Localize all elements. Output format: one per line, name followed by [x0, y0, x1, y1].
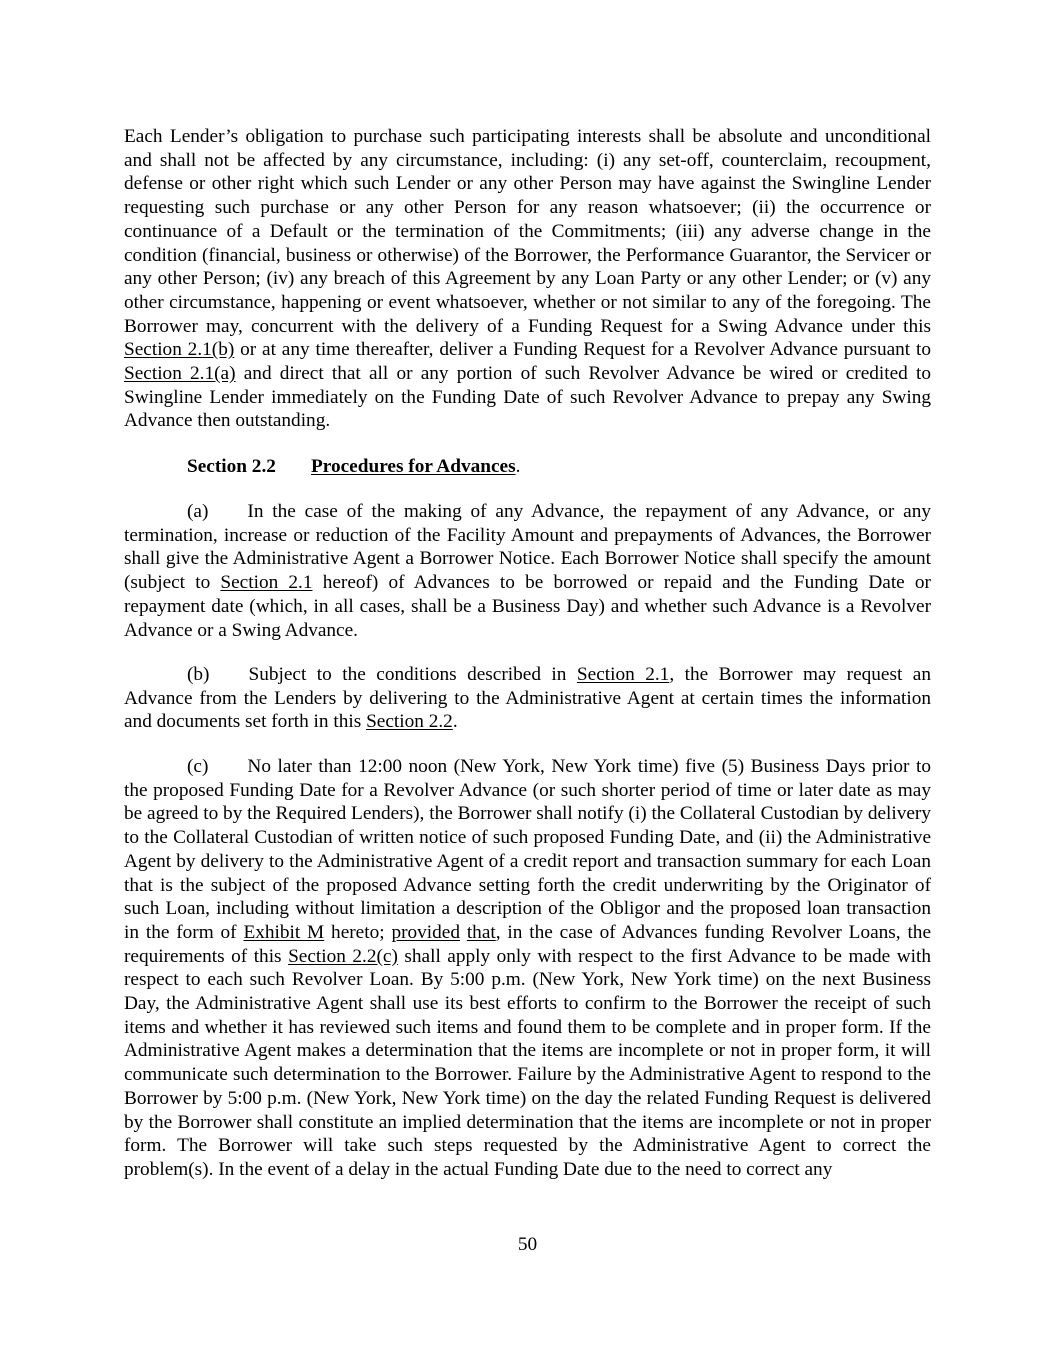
defined-term: provided — [391, 921, 460, 943]
defined-term: that — [466, 921, 496, 943]
section-title: Procedures for Advances — [311, 456, 516, 477]
text: . — [452, 711, 458, 733]
paragraph-participation — [124, 125, 931, 433]
clause-label: (c) — [187, 756, 209, 777]
section-number: Section 2.2 — [187, 456, 276, 477]
text — [460, 922, 467, 943]
clause-label: (b) — [187, 664, 210, 685]
text: hereto; — [324, 921, 392, 943]
cross-reference: Section 2.1 — [576, 664, 670, 685]
section-title-period: . — [515, 456, 521, 477]
text: In the case of the making of any Advance, the repayment of any Advance, or any termination, increase or reduction of the Facility Amount and prepayments of Advances, the Borrower shall give the Administrative Agent a Borrower Notice. Each Borrower Notice shall specify the amount (subject to — [124, 501, 931, 594]
page-number: 50 — [517, 1234, 538, 1255]
text: Subject to the conditions described in — [248, 664, 577, 685]
text: or at any time thereafter, deliver a Funding Request for a Revolver Advance pursuant to — [234, 339, 931, 361]
section-heading — [187, 455, 520, 479]
cross-reference: Section 2.1(b) — [124, 339, 235, 361]
paragraph-a — [124, 500, 931, 642]
text: No later than 12:00 noon (New York, New York time) five (5) Business Days prior to the proposed Funding Date for a Revolver Advance (or such shorter period of time or later date as may be agreed to by the Required Lenders), the Borrower shall notify (i) the Collateral Custodian by delivery to the Collateral Custodian of written notice of such proposed Funding Date, and (ii) the Administrative Agent by delivery to the Administrative Agent of a credit report and transaction summary for each Loan that is the subject of the proposed Advance setting forth the credit underwriting by the Originator of such Loan, including without limitation a description of the Obligor and the proposed loan transaction in the form of — [124, 756, 931, 943]
cross-reference: Section 2.2 — [366, 711, 453, 733]
cross-reference: Section 2.1(a) — [124, 363, 236, 385]
text: and direct that all or any portion of such Revolver Advance be wired or credited to Swingline Lender immediately on the Funding Date of such Revolver Advance to prepay any Swing Advance then outstanding. — [124, 363, 932, 432]
text: Each Lender’s obligation to purchase such participating interests shall be absolute and unconditional and shall not be affected by any circumstance, including: (i) any set-off, counterclaim, recoupment, defense or other right which such Lender or any other Person may have against the Swingline Lender requesting such purchase or any other Person for any reason whatsoever; (ii) the occurrence or continuance of a Default or the termination of the Commitments; (iii) any adverse change in the condition (financial, business or otherwise) of the Borrower, the Performance Guarantor, the Servicer or any other Person; (iv) any breach of this Agreement by any Loan Party or any other Lender; or (v) any other circumstance, happening or event whatsoever, whether or not similar to any of the foregoing. The Borrower may, concurrent with the delivery of a Funding Request for a Swing Advance under this — [124, 126, 931, 337]
text: , in the case of Advances funding Revolver Loans, the requirements of this — [124, 921, 931, 967]
clause-label: (a) — [187, 501, 209, 522]
cross-reference: Section 2.1 — [220, 572, 313, 594]
paragraph-b — [124, 663, 931, 734]
text: shall apply only with respect to the first Advance to be made with respect to each such Revolver Loan. By 5:00 p.m. (New York, New York time) on the next Business Day, the Administrative Agent shall use its best efforts to confirm to the Borrower the receipt of such items and whether it has reviewed such items and found them to be complete and in proper form. If the Administrative Agent makes a determination that the items are incomplete or not in proper form, it will communicate such determination to the Borrower. Failure by the Administrative Agent to respond to the Borrower by 5:00 p.m. (New York, New York time) on the day the related Funding Request is delivered by the Borrower shall constitute an implied determination that the items are incomplete or not in proper form. The Borrower will take such steps requested by the Administrative Agent to correct the problem(s). In the event of a delay in the actual Funding Date due to the need to correct any — [124, 945, 931, 1180]
paragraph-c — [124, 755, 931, 1182]
cross-reference: Section 2.2(c) — [288, 945, 398, 967]
text: , the Borrower may request an Advance from the Lenders by delivering to the Administrative Agent at certain times the information and documents set forth in this — [124, 664, 931, 733]
cross-reference: Exhibit M — [243, 921, 325, 943]
text: hereof) of Advances to be borrowed or repaid and the Funding Date or repayment date (which, in all cases, shall be a Business Day) and whether such Advance is a Revolver Advance or a Swing Advance. — [124, 572, 931, 641]
